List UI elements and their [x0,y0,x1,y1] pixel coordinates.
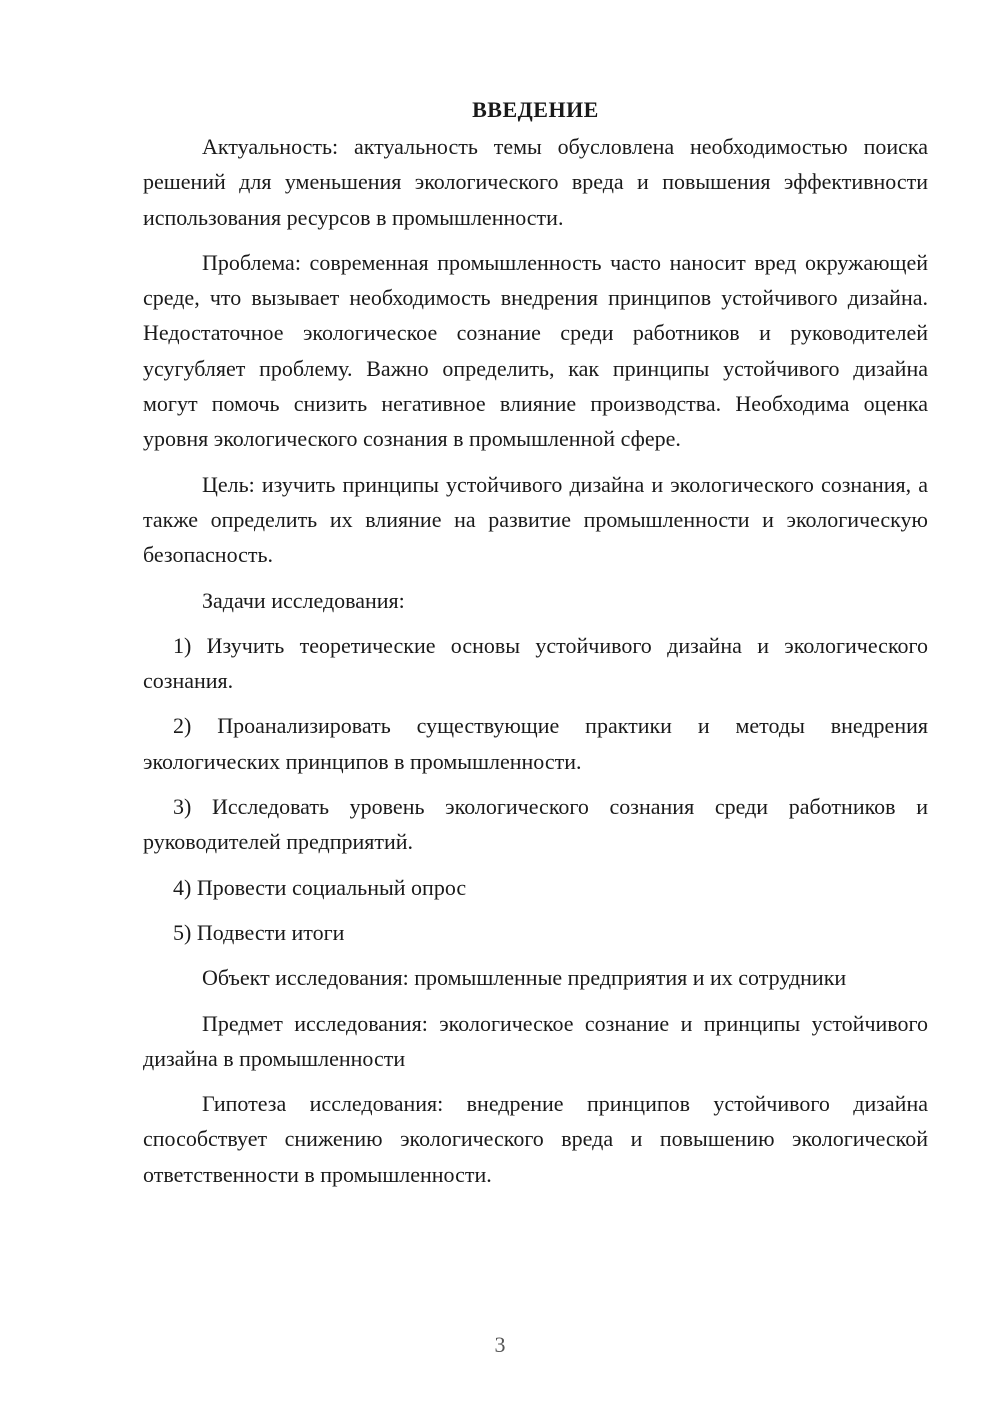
paragraph-hypothesis: Гипотеза исследования: внедрение принципов устойчивого дизайна способствует снижению экологического вреда и повышению экологической ответственности в промышленности. [143,1091,928,1187]
task-item-4: 4) Провести социальный опрос [173,874,467,900]
task-item-1: 1) Изучить теоретические основы устойчивого дизайна и экологического сознания. [143,632,928,694]
task-item-5: 5) Подвести итоги [173,919,345,945]
document-page [143,95,928,1202]
paragraph-tasks-intro: Задачи исследования: [202,587,405,613]
paragraph-object: Объект исследования: промышленные предприятия и их сотрудники [202,965,847,991]
task-item-2: 2) Проанализировать существующие практики и методы внедрения экологических принципов в промышленности. [143,713,928,774]
paragraph-relevance: Актуальность: актуальность темы обусловлена необходимостью поиска решений для уменьшения экологического вреда и повышения эффективности использования ресурсов в промышленности. [143,134,928,230]
paragraph-problem: Проблема: современная промышленность часто наносит вред окружающей среде, что вызывает необходимость внедрения принципов устойчивого дизайна. Недостаточное экологическое сознание среди работников и руководителей усугубляет проблему. Важно определить, как принципы устойчивого дизайна могут помочь снизить негативное влияние производства. Необходима оценка уровня экологического сознания в промышленной сфере. [143,249,928,452]
task-item-3: 3) Исследовать уровень экологического сознания среди работников и руководителей предприятий. [143,794,928,855]
paragraph-subject: Предмет исследования: экологическое сознание и принципы устойчивого дизайна в промышленности [143,1010,928,1071]
page-number: 3 [494,1332,506,1357]
page-title: ВВЕДЕНИЕ [472,97,599,122]
paragraph-goal: Цель: изучить принципы устойчивого дизайна и экологического сознания, а также определить их влияние на развитие промышленности и экологическую безопасность. [143,471,928,568]
